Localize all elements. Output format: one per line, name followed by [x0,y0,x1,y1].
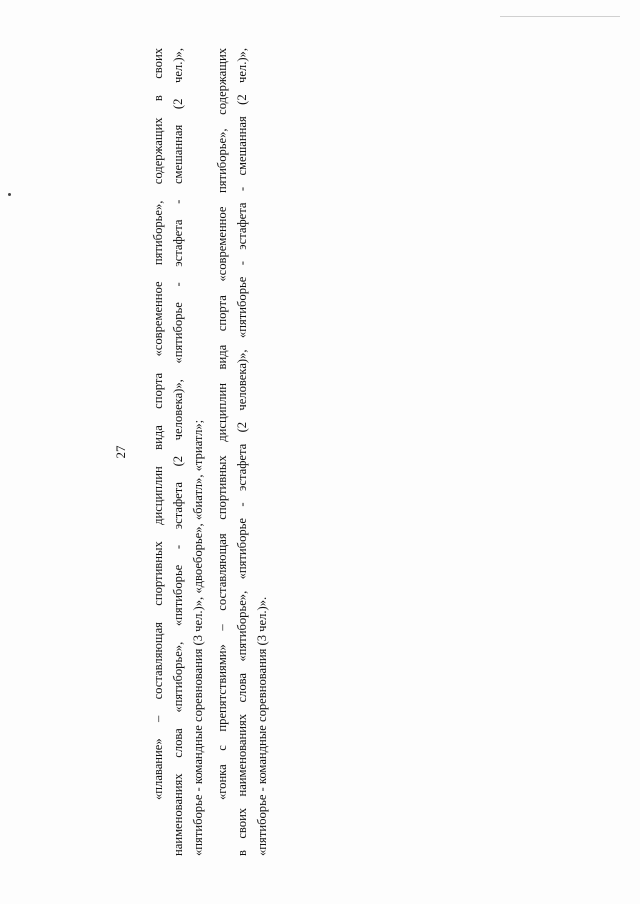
text-line: «пятиборье - командные соревнования (3 чел.)», «двоеборье», «биатл», «триатл»; [191,419,205,856]
text-line: «плавание» – составляющая спортивных дисциплин вида спорта «современное пятиборье», содержащих в своих [151,48,165,800]
scan-artifact [500,16,620,17]
paragraph-swimming [148,48,208,856]
text-line: наименованиях слова «пятиборье», «пятиборье - эстафета (2 человека)», «пятиборье - эстафета - смешанная (2 чел.)», [171,48,185,856]
text-line: в своих наименованиях слова «пятиборье», «пятиборье - эстафета (2 человека)», «пятиборье - эстафета - смешанная (2 чел.)», [235,48,249,856]
paragraph-obstacle-race [212,48,272,856]
text-line: «пятиборье - командные соревнования (3 чел.)». [255,596,269,856]
scan-speck [8,193,11,196]
page-number: 27 [113,445,128,459]
rotated-content [112,48,272,856]
text-line: «гонка с препятствиями» – составляющая спортивных дисциплин вида спорта «современное пятиборье», содержащих [215,48,229,800]
